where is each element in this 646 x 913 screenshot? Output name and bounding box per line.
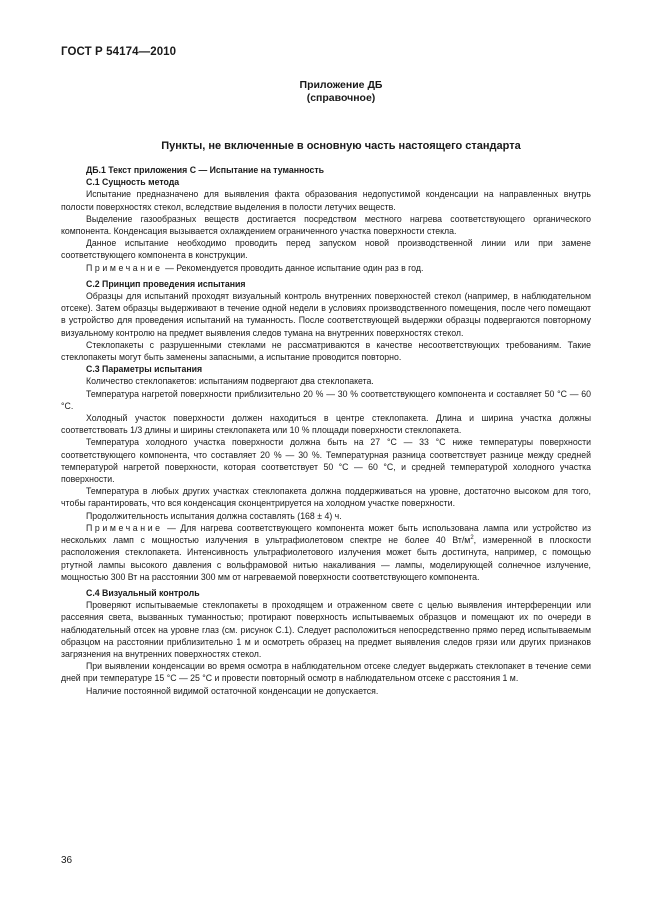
superscript: 2: [470, 535, 474, 542]
page-number: 36: [61, 855, 73, 866]
note-text-b: , измеренной в плоскости расположения стеклопакета. Интенсивность ультрафиолетового излучения может быть достигнута, например, с помощью ртутной лампы высокого давления с вольфрамовой нитью накаливания — лампы, моделирующей солнечное излучение, мощностью 300 Вт на расстоянии 300 мм от нагреваемой поверхности соответствующего компонента.: [61, 535, 591, 582]
appendix-title: Приложение ДБ: [299, 79, 383, 91]
section-heading-c2: С.2 Принцип проведения испытания: [86, 278, 246, 289]
section-heading-c4: С.4 Визуальный контроль: [86, 587, 200, 598]
note-paragraph: [61, 262, 591, 274]
paragraph: Температура холодного участка поверхности должна быть на 27 °С — 33 °С ниже температуры поверхности соответствующего компонента, что составляет 20 % — 30 %. Температурная разница соответствует разнице между средней температурой нагретой поверхности, которая соответствует 50 °С — 60 °С, и средней температурой холодного участка поверхности.: [61, 437, 591, 485]
paragraph: При выявлении конденсации во время осмотра в наблюдательном отсеке следует выдержать стеклопакет в течение семи дней при температуре 15 °С — 25 °С и провести повторный осмотр в наблюдательном отсеке с расстояния 1 м.: [61, 661, 591, 684]
paragraph: Образцы для испытаний проходят визуальный контроль внутренних поверхностей стекол (например, в наблюдательном отсеке). Затем образцы выдерживают в течение одной недели в условиях производственного помещения, после чего помещают в устройство для проведения испытаний на туманность. После соответствующей выдержки образцы подвергаются повторному визуальному контролю на предмет выявления следов тумана на внутренних поверхностях стекол.: [61, 291, 591, 338]
standard-id-header: ГОСТ Р 54174—2010: [61, 46, 177, 58]
note-label: Примечание: [86, 522, 163, 533]
document-body: [61, 164, 591, 697]
section-heading-db1: ДБ.1 Текст приложения С — Испытание на туманность: [86, 165, 325, 175]
paragraph: Проверяют испытываемые стеклопакеты в проходящем и отраженном свете с целью выявления интерференции или рассеяния света, вызванных туманностью; протирают поверхность испытываемых образцов и помещают их по очереди в наблюдательный отсек на уровне глаз (см. рисунок С.1). Следует расположиться непосредственно прямо перед испытываемым образцом на расстоянии приблизительно 1 м и осмотреть образец на предмет выявления следов грязи или других признаков загрязнения на внутренних поверхностях стекол.: [61, 600, 591, 659]
paragraph: Испытание предназначено для выявления факта образования недопустимой конденсации на направленных внутрь полости поверхностях стекол, вследствие выделения в полости летучих веществ.: [61, 189, 591, 212]
paragraph: Продолжительность испытания должна составлять (168 ± 4) ч.: [86, 510, 342, 521]
note-text: — Рекомендуется проводить данное испытание один раз в год.: [162, 262, 424, 273]
paragraph: Данное испытание необходимо проводить перед запуском новой производственной линии или при замене соответствующего компонента в конструкции.: [61, 238, 591, 261]
document-title: Пункты, не включенные в основную часть настоящего стандарта: [161, 140, 521, 152]
note-paragraph: [61, 522, 591, 583]
section-heading-c3: С.3 Параметры испытания: [86, 364, 203, 375]
section-heading-c1: С.1 Сущность метода: [86, 177, 180, 188]
paragraph: Выделение газообразных веществ достигается посредством местного нагрева соответствующего органического компонента. Конденсация вызывается охлаждением ограниченного участка поверхности стекла.: [61, 213, 591, 237]
note-label: Примечание: [86, 262, 163, 273]
paragraph: Температура в любых других участках стеклопакета должна поддерживаться на уровне, достаточно высоком для того, чтобы гарантировать, что вся конденсация сконцентрируется на холодном участке поверхности.: [61, 486, 591, 509]
appendix-heading: [0, 79, 646, 105]
paragraph: Температура нагретой поверхности приблизительно 20 % — 30 % соответствующего компонента и составляет 50 °С — 60 °С.: [61, 388, 591, 411]
appendix-kind: (справочное): [306, 92, 376, 104]
paragraph: Стеклопакеты с разрушенными стеклами не рассматриваются в качестве несоответствующих требованиям. Такие стеклопакеты могут быть заменены запасными, а испытание проводится повторно.: [61, 339, 591, 363]
paragraph: Наличие постоянной видимой остаточной конденсации не допускается.: [86, 685, 379, 696]
paragraph: Холодный участок поверхности должен находиться в центре стеклопакета. Длина и ширина участка должны соответствовать 1/3 длины и ширины стеклопакета или 10 % площади поверхности стеклопакета.: [61, 413, 591, 436]
note-text-a: — Для нагрева соответствующего компонента может быть использована лампа или устройство из нескольких ламп с мощностью излучения в ультрафиолетовом спектре не более 40 Вт/м: [61, 522, 591, 546]
paragraph: Количество стеклопакетов: испытаниям подвергают два стеклопакета.: [86, 376, 374, 387]
